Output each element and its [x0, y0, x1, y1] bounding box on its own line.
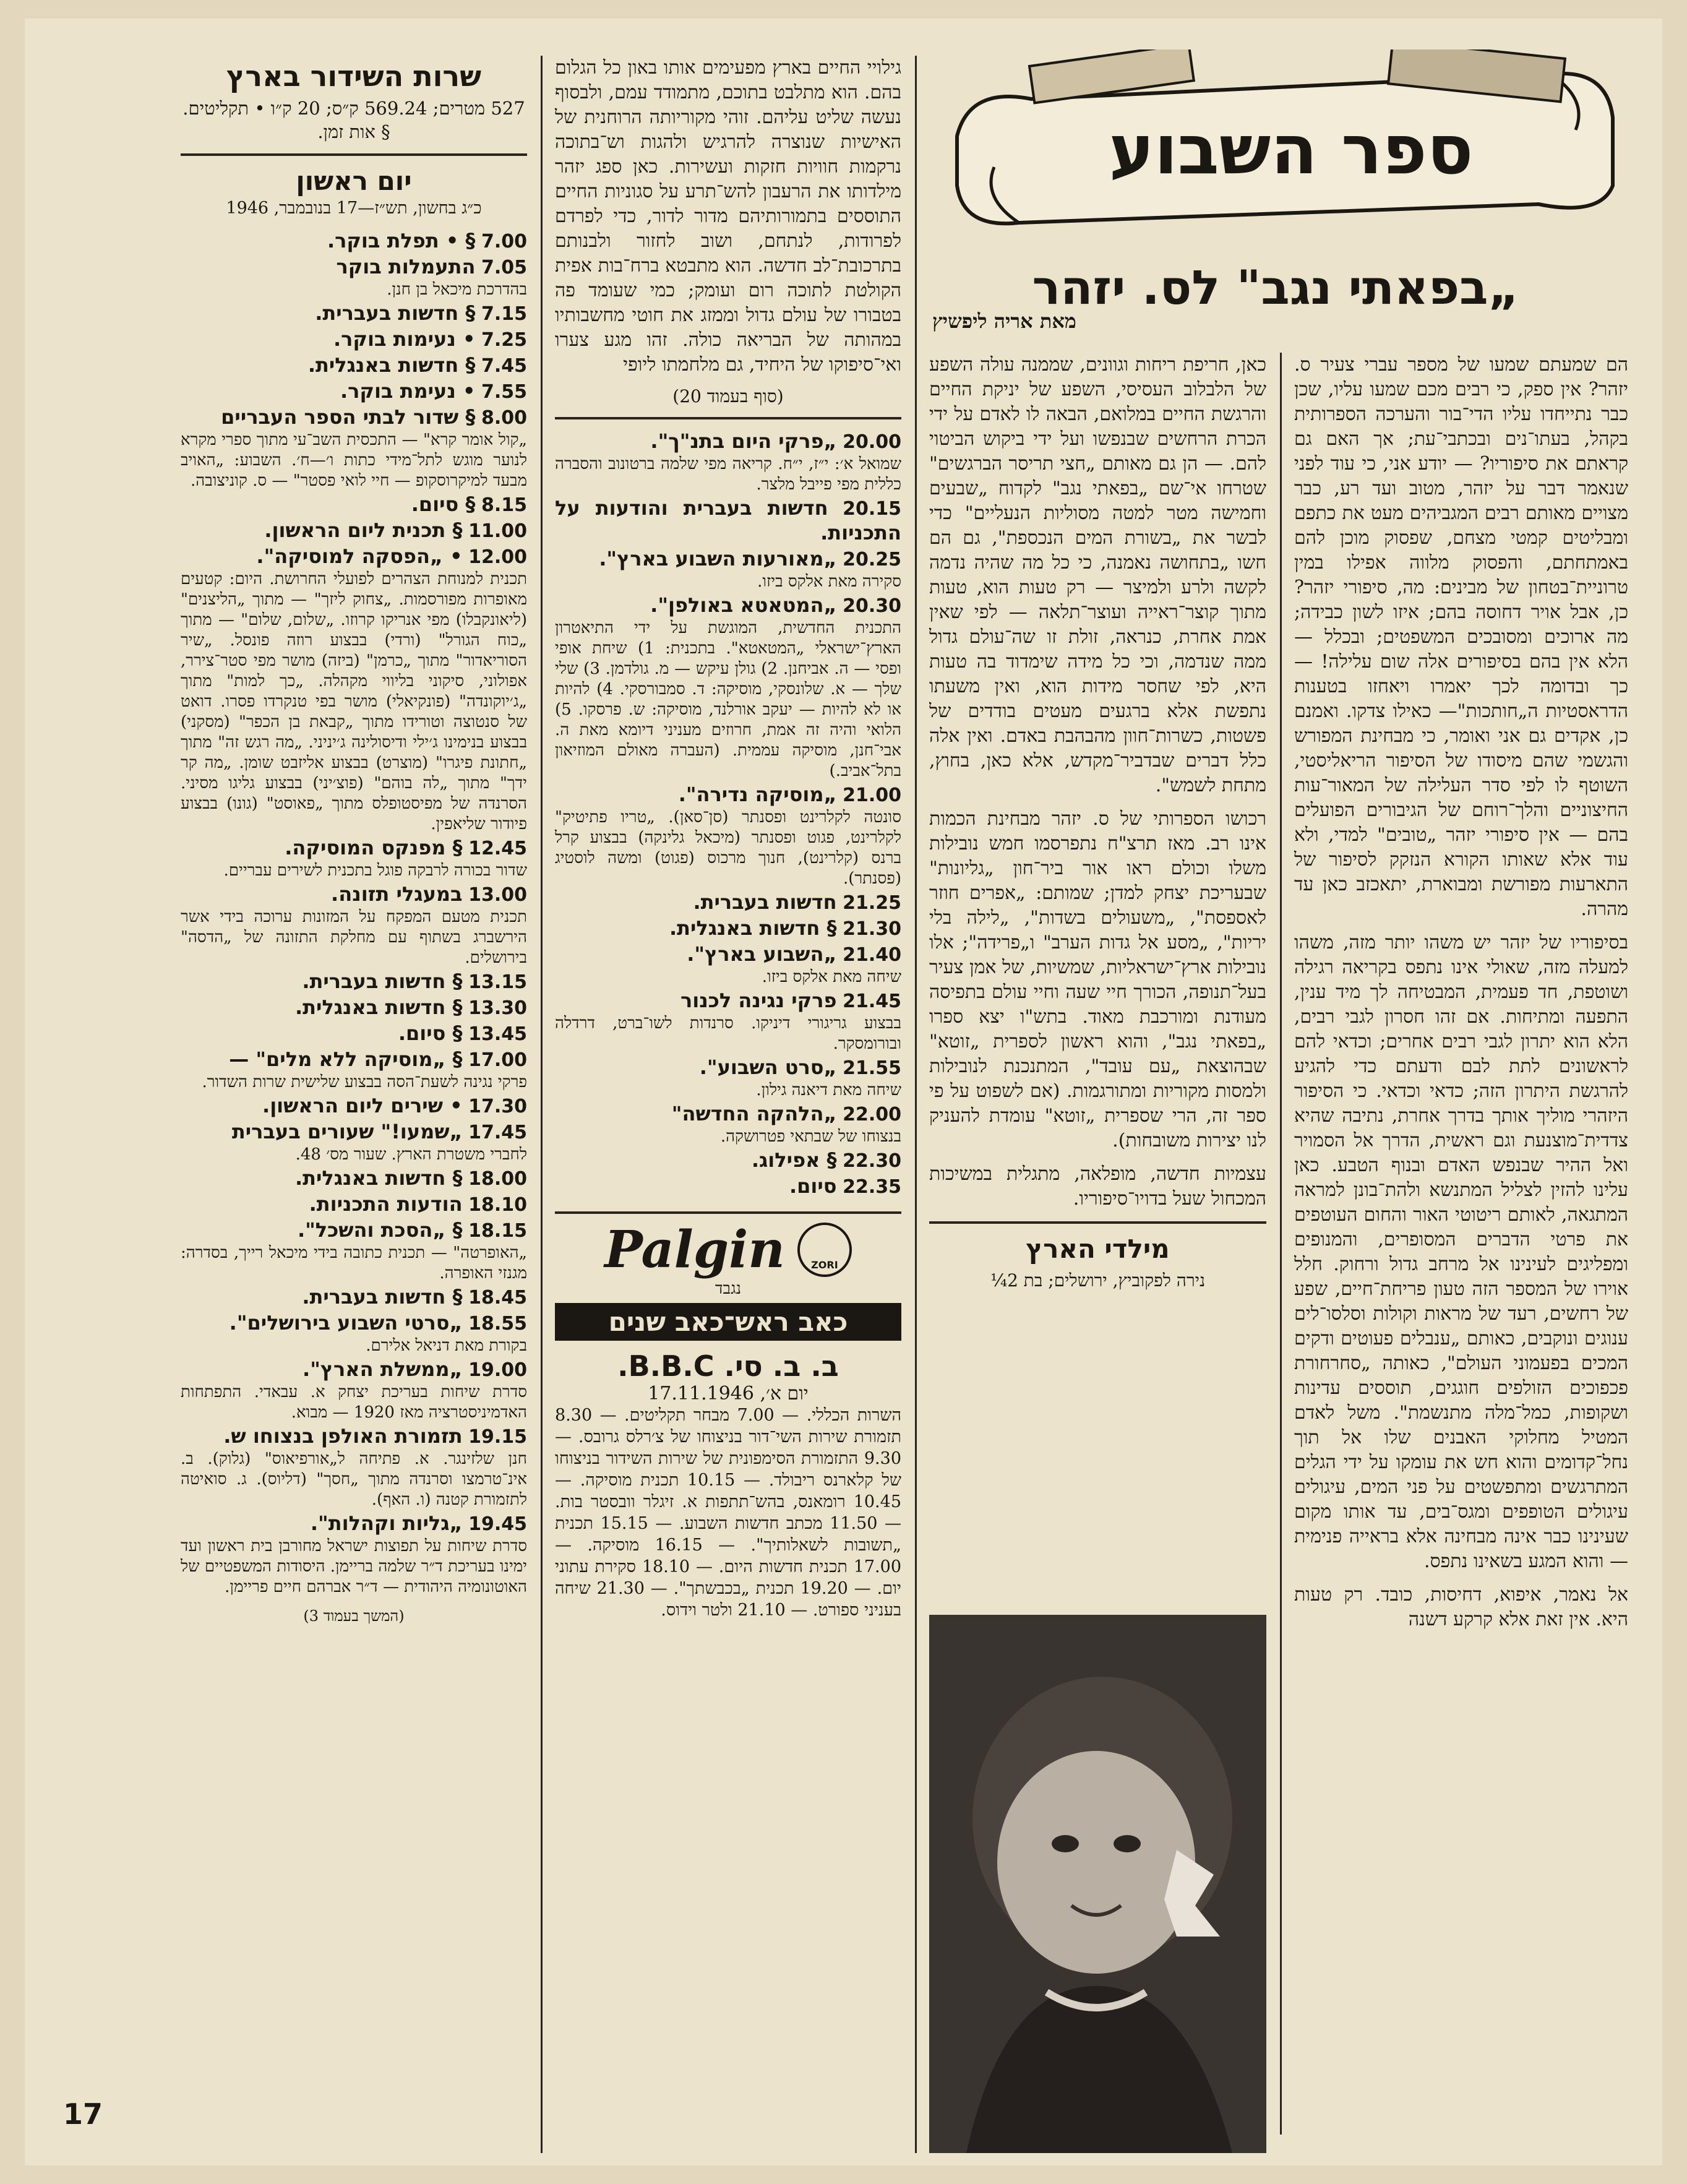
- article-paragraph: כאן, חריפת ריחות וגוונים, שממנה עולה השפע של הלבלוב העסיסי, השפע של יניקת החיים והרגשת החיים במלואם, הבאה לו לאדם על ידי הכרת הרחשים שבנפשו ועל ידי ביקוש הביטוי להם. — הן גם מאותם „חצי תריסר הברגשים" שטרחו אי־שם „בפאתי נגב" לקדוח „שבעים וחמישה מטר למטה מסוליות הנעליים" כדי לבשר את „בשורת המים הנכספת", גם הם חשו „בתחושה נאמנה, כי כל מה שהיה נדמה לקשה ולרע ולמיצר — רק טעות הוא, טעות מתוך קוצר־ראייה ועוצר־תלאה — לפי שאין אמת אחרת, כנראה, זולת זו שה־עולם גדול ממה שנדמה, וכי כל מידה שימדוד בה טעות היא, לפי שחסר מידות הוא, ואין משעתו נתפשת אלא ברגעים מעטים בודדים של פשטות, כשרות־חוון מהבהבת באדם. ואין אלה כלל דברים שבדביר־מקדש, אלא כאן, בחוץ, מתחת לשמש".: [929, 354, 1266, 796]
- entry-description: חנן שלזינגר. א. פתיחה ל„אורפיאוס" (גלוק). ב. אינ־טרמצו וסרנדה מתוך „חסך" (דליוס). ג. סואיטה לתזמורת קטנה (ו. האף).: [181, 1450, 527, 1509]
- entry-title: „המטאטא באולפן".: [650, 593, 837, 617]
- page-number: 17: [63, 2097, 103, 2131]
- entry-time: 19.45: [468, 1513, 527, 1535]
- entry-time: 8.15: [481, 494, 527, 516]
- entry-title: § סיום.: [398, 1021, 463, 1045]
- entry-description: פרקי נגינה לשעת־הסה בבצוע שלישית שרות השדור.: [202, 1073, 527, 1091]
- entry-title: • נעימות בוקר.: [333, 327, 476, 351]
- section-divider: [555, 417, 901, 419]
- schedule-entry: [181, 518, 527, 543]
- kids-section-heading: מילדי הארץ: [1026, 1234, 1170, 1264]
- newspaper-page: [25, 19, 1662, 2165]
- schedule-entry: [181, 882, 527, 968]
- entry-time: 7.45: [481, 355, 527, 377]
- entry-description: בהדרכת מיכאל בן חנן.: [387, 280, 527, 299]
- entry-time: 7.05: [481, 257, 527, 278]
- zori-logo-text: ZORI: [811, 1259, 838, 1271]
- entry-title: § „הסכת והשכל".: [297, 1218, 463, 1242]
- entry-time: 22.30: [843, 1150, 901, 1172]
- schedule-entry: [181, 1511, 527, 1597]
- entry-title: § • תפלת בוקר.: [327, 229, 476, 252]
- child-portrait-image: [929, 1615, 1266, 2153]
- schedule-entry: [181, 1285, 527, 1310]
- bbc-schedule-text: השרות הכללי. — 7.00 מבחר תקליטים. — 8.30 תזמורת שירות השי־דור בניצוחו של צ׳רלס גרובס. — 9.30 התזמורת הסימפונית של שירות השידור בניצוחו של קלארנס ריבולד. — 10.15 תכנית מוסיקה. — 10.45 רומאנס, בהש־תתפות א. זיגלר וובסטר בות. — 11.50 מכתב חדשות השבוע. — 15.15 תכנית „תשובות לשאלותיך". — 16.15 מוסיקה. — 17.00 תכנית חדשות היום. — 18.10 סקירת עתוני יום. — 19.20 תכנית „בכבשתך". — 21.30 שיחה בעניני ספורט. — 21.10 ולטר וידוס.: [555, 1406, 901, 1620]
- entry-time: 17.00: [468, 1049, 527, 1071]
- schedule-entry: [555, 593, 901, 781]
- schedule-entry: [555, 496, 901, 546]
- schedule-entry: [555, 942, 901, 987]
- schedule-entry: [181, 1021, 527, 1046]
- entry-time: 7.00: [481, 231, 527, 252]
- entry-description: בבצוע גריגורי דיניקו. סרנדות לשו־ברט, דרדלה ובורומסקר.: [555, 1014, 901, 1053]
- entry-title: פרקי נגינה לכנור: [680, 989, 837, 1012]
- entry-time: 21.25: [843, 892, 901, 914]
- entry-title: § אפילוג.: [751, 1148, 837, 1172]
- entry-title: „פרקי היום בתנ"ך".: [650, 429, 837, 453]
- schedule-subtitle: 527 מטרים; 569.24 ק״ס; 20 ק״ו • תקליטים. § אות זמן.: [182, 98, 525, 142]
- entry-time: 21.30: [843, 918, 901, 940]
- zori-logo-icon: [797, 1223, 852, 1277]
- entry-title: „סרט השבוע".: [699, 1055, 837, 1079]
- entry-time: 8.00: [481, 407, 527, 429]
- book-of-week-banner: [920, 49, 1638, 235]
- entry-title: § חדשות בעברית.: [302, 969, 463, 993]
- entry-time: 13.30: [468, 997, 527, 1019]
- entry-title: § תכנית ליום הראשון.: [264, 518, 463, 542]
- entry-title: § סיום.: [411, 492, 476, 516]
- entry-title: § שדור לבתי הספר העבריים: [221, 405, 476, 429]
- bbc-heading: ב. ב. סי. B.B.C.: [617, 1349, 839, 1383]
- entry-title: § חדשות באנגלית.: [669, 916, 837, 940]
- schedule-entry: [181, 229, 527, 254]
- schedule-entry: [181, 1166, 527, 1191]
- entry-time: 18.55: [468, 1313, 527, 1335]
- entry-title: § חדשות באנגלית.: [294, 1166, 463, 1190]
- entry-title: § חדשות באנגלית.: [294, 995, 463, 1019]
- schedule-entries: [181, 229, 527, 1597]
- entry-title: הודעות התכניות.: [309, 1192, 463, 1216]
- entry-description: סקירה מאת אלקס ביזו.: [757, 572, 901, 591]
- entry-title: „מוסיקה נדירה".: [678, 783, 837, 806]
- entry-description: סדרת שיחות על תפוצות ישראל מחורבן בית ראשון ועד ימינו בעריכת ד״ר שלמה בריימן. היסודות המשפטיים של האוטונומיה היהודית — ד״ר אברהם חיים פריימן.: [181, 1537, 527, 1596]
- entry-time: 19.00: [468, 1359, 527, 1381]
- entry-time: 18.00: [468, 1168, 527, 1190]
- entry-time: 18.45: [468, 1287, 527, 1309]
- schedule-entry: [181, 379, 527, 404]
- article-paragraph: גילויי החיים בארץ מפעימים אותו באון כל הגלום בהם. הוא מתלבט בתוכם, מתמודד עמם, ולבסוף נעשה שליט עליהם. זוהי מקוריותה הרוחנית של האישיות שנוצרה להרגיש ולהגות וש־בתוכה נרקמות חוויות חזקות ועשירות. כאן ספג יזהר מילדותו את הרעבון להש־תרע על סגוניות החיים התוססים בתמורותיהם מדור לדור, כדי לפרדם לפרודות, לנתחם, ושוב לחזור ולבנותם בתרכובת־לב חדשה. הוא מתבטא ברח־בות אפית הקולטת לתוכה רום ועומק; כמי שעומד פה בטבורו של עולם גדול וממזג את חוטי מחשבותיו במהותה של הבריאה כולה. זהו מגע צערו ואי־סיפוקו של היחיד, גם מלחמתו ליופי: [555, 57, 901, 376]
- schedule-day: יום ראשון: [296, 166, 412, 196]
- entry-title: „מאורעות השבוע בארץ".: [599, 547, 837, 570]
- ad-brand-subtitle: נגבד: [715, 1279, 742, 1298]
- schedule-entry: [555, 1148, 901, 1173]
- article-paragraph: הם שמעתם שמעו של מספר עברי צעיר ס. יזהר? אין ספק, כי רבים מכם שמעו עליו, שכן כבר נתייחדו עליו הדי־בור והערכה הספרותית בקהל, בעתו־נים ובכתבי־עת; אך האם גם קראתם את סיפוריו? — יודע אני, כי עוד לפני שנאמר דבר על יזהר, מטוב ועד רע, כבר מצויים מאותם רבים המגביהים מעט את כתפם ומבליטים קמטי מצחם, שפסוק מוכן להם באמתחתם, והפסוק מלווה אפילו במין טרוניית־בטחון של מבינים: מה, סיפורי יזהר? כן, אבל אויר דחוסה בהם; איזו לשון כבידה; מה ארוכים ומסובכים המשפטים; ובכלל — הלא אין בהם בסיפורים אלה שום עלילה! — כך ובדומה לכך יאמרו ויאחזו בטענות הדראסטיות ה„חותכות"— כאילו צדקו. ואמנם כן, אקדים גם אני ואומר, כי מבחינת המפורש והגשמי שהם מיסודו של הסיפור הריאליסטי, השוטף לו לפי סדר העלילה של המאור־עות החיצוניים והלך־רוחם של הגיבורים הפועלים בהם — אין סיפורי יזהר „טובים" למדי, ולא עוד אלא שאותו הקורא הנזקק לסיפור של התארעות מפורשת ומבוארת, יתאכזב כאן עד מהרה.: [1294, 354, 1628, 920]
- entry-description: שיחה מאת אלקס ביזו.: [762, 968, 901, 986]
- article-paragraph: עצמיות חדשה, מופלאה, מתגלית במשיכות המכחול שעל בדויו־סיפוריו.: [929, 1163, 1266, 1210]
- schedule-entry: [181, 1120, 527, 1165]
- entry-time: 13.15: [468, 971, 527, 993]
- entry-time: 7.55: [481, 381, 527, 403]
- schedule-entry: [181, 969, 527, 994]
- schedule-entry: [181, 1311, 527, 1356]
- entry-time: 13.45: [468, 1023, 527, 1045]
- schedule-entry: [181, 405, 527, 491]
- article-continued-note: (סוף בעמוד 20): [672, 386, 784, 406]
- entry-title: • נעימת בוקר.: [340, 379, 476, 403]
- schedule-entry: [181, 1192, 527, 1217]
- entry-time: 22.00: [843, 1104, 901, 1125]
- entry-description: לחברי משטרת הארץ. שעור מס׳ 48.: [295, 1145, 527, 1164]
- entry-description: תכנית מטעם המפקח על המזונות ערוכה בידי אשר הירשברג בשתוף עם מחלקת התזונה של „הדסה" בירושלים.: [181, 908, 527, 967]
- entry-time: 18.15: [468, 1220, 527, 1242]
- entry-title: § חדשות בעברית.: [315, 301, 476, 325]
- entry-description: „האופרטה" — תכנית כתובה בידי מיכאל רייך, בסדרה: מגנזי האופרה.: [181, 1244, 527, 1283]
- schedule-entry: [181, 353, 527, 378]
- entry-time: 7.15: [481, 303, 527, 325]
- schedule-entry: [181, 1047, 527, 1093]
- entry-time: 20.00: [843, 431, 901, 453]
- evening-program-list: [555, 429, 901, 1199]
- palgin-advertisement: [555, 1211, 901, 1341]
- entry-description: שמואל א׳: י״ז, י״ח. קריאה מפי שלמה ברטונוב והסברה כללית מפי פייבל מלצר.: [555, 455, 901, 494]
- schedule-entry: [555, 1102, 901, 1147]
- section-divider: [929, 1221, 1266, 1224]
- entry-time: 21.55: [843, 1057, 901, 1079]
- schedule-entry: [555, 1055, 901, 1101]
- entry-time: 19.15: [468, 1426, 527, 1448]
- schedule-title: שרות השידור בארץ: [226, 59, 482, 93]
- entry-description: התכנית החדשית, המוגשת על ידי התיאטרון הארץ־ישראלי „המטאטא". בתכנית: 1) שיחת אופי ופסי — ה. אביחנן. 2) גולן עיקש — מ. גולדמן. 3) שלי שלך — א. שלונסקי, מוסיקה: ד. סמבורסקי. 4) להיות או לא להיות — יעקב אורלנד, מוסיקה: ש. פרסקו. 5) הלואי והיה זה אמת, חרוזים מעניני דיומא מאת ה. אבי־חנן, מוסיקה עממית. (העברה מאולם המוזיאון בתל־אביב.): [555, 619, 902, 780]
- entry-title: במעגלי תזונה.: [331, 882, 463, 906]
- article-column-1: [1294, 353, 1628, 1641]
- entry-title: „גליות וקהלות".: [310, 1511, 463, 1535]
- schedule-entry: [181, 1094, 527, 1119]
- kids-photo-caption: נירה לפקוביץ, ירושלים; בת 2¼: [990, 1270, 1206, 1291]
- schedule-entry: [555, 890, 901, 915]
- banner-title: ספר השבוע: [1109, 110, 1474, 189]
- entry-time: 13.00: [468, 884, 527, 906]
- child-photo: [929, 1615, 1266, 2153]
- entry-time: 20.25: [843, 549, 901, 570]
- schedule-entry: [181, 995, 527, 1020]
- entry-description: תכנית למנוחת הצהרים לפועלי החרושת. היום: קטעים מאופרות מפורסמות. „צחוק ליזך" — מתוך „הליצנים" (ליאונקבלו) מפי אנריקו קרוזו. „שלום, שלום" — מתוך „כוח הגורל" (ורדי) בבצוע רוזה פונסל. „שיר הסוריאדור" מתוך „כרמן" (ביזה) מושר מפי סטר־צירר, אפולוני, סיקוני בליווי מקהלה. „כך למות" מתוך „ג׳יוקונדה" (פונקיאלי) מושר בפי טנקרדו פסרו. דואט של סנטוצה וטורידו מתוך „קבאת בן הכפר" (מסקני) בבצוע בנימינו ג׳ילי ודיסולינה ג׳יניני. „מה רגש זה" מתוך „חתונת פיגרו" (מוצרט) בבצוע אליזבט שומן. „מה קר ידך" מתוך „לה בוהם" (פוצ׳יני) בבצוע גליגו מסיני. הסרנדה של מפיסטופלס מתוך „פאוסט" (גונו) בבצוע פיודור שליאפין.: [181, 570, 527, 833]
- schedule-entry: [181, 1424, 527, 1510]
- schedule-entry: [555, 916, 901, 941]
- entry-title: סיום.: [789, 1174, 837, 1198]
- schedule-entry: [555, 783, 901, 889]
- entry-title: חדשות בעברית והודעות על התכניות.: [555, 496, 901, 544]
- program-column: [555, 56, 901, 1630]
- schedule-entry: [181, 492, 527, 517]
- entry-time: 22.35: [843, 1176, 901, 1198]
- ad-brand-name: Palgin: [604, 1220, 785, 1279]
- article-byline: מאת אריה ליפשיץ: [932, 309, 1076, 333]
- entry-time: 17.45: [468, 1122, 527, 1143]
- entry-title: חדשות בעברית.: [693, 890, 837, 914]
- entry-description: סדרת שיחות בעריכת יצחק א. עבאדי. התפתחות האדמיניסטרציה מאז 1920 — מבוא.: [181, 1383, 527, 1422]
- schedule-entry: [555, 1174, 901, 1199]
- article-paragraph: רכושו הספרותי של ס. יזהר מבחינת הכמות אינו רב. מאז תרצ"ח נתפרסמו חמש נובילות משלו וכולם ראו אור ביר־חון „גליונות" שבעריכת יצחק למדן; שמותם: „אפרים חוזר לאספסת", „משעולים בשדות", „לילה בלי יריות", „מסע אל גדות הערב" ו„פרידה"; אלו נובילות ארץ־ישראליות, שמשיות, של אמן צעיר בעל־תנופה, הכורך חיי שעה וחיי עולם בתפיסה מעודנת ומורכבת מאוד. בתש"ו יצא ספרו „בפאתי נגב", והוא ראשון לספרית „זוטא" שבהוצאת „עם עובד", המתנכנת לנובילות ולמסות מקוריות ומתורגמות. (אם לשפוט על פי ספר זה, הרי שספרית „זוטא" עומדת להעניק לנו יצירות משובחות).: [929, 808, 1266, 1151]
- entry-title: „שמעו!" שעורים בעברית: [231, 1120, 463, 1143]
- entry-title: § חדשות באנגלית.: [307, 353, 476, 377]
- entry-time: 18.10: [468, 1194, 527, 1216]
- entry-title: • „הפסקה למוסיקה".: [256, 544, 463, 568]
- entry-description: שיחה מאת דיאנה גילון.: [756, 1081, 901, 1099]
- bbc-date: יום א׳, 17.11.1946: [648, 1383, 809, 1404]
- entry-time: 20.30: [843, 595, 901, 617]
- entry-title: „סרטי השבוע בירושלים".: [229, 1311, 463, 1335]
- entry-title: § „מוסיקה ללא מלים" —: [229, 1047, 463, 1071]
- column-divider: [541, 56, 543, 2153]
- entry-time: 21.40: [843, 944, 901, 966]
- schedule-entry: [181, 544, 527, 835]
- schedule-entry: [181, 836, 527, 881]
- banner-scroll-icon: [920, 49, 1638, 235]
- entry-time: 21.00: [843, 785, 901, 806]
- article-column-2: [929, 353, 1266, 1291]
- entry-title: • שירים ליום הראשון.: [262, 1094, 463, 1117]
- schedule-entry: [555, 547, 901, 592]
- column-divider: [915, 56, 917, 2153]
- section-divider: [181, 153, 527, 156]
- schedule-entry: [181, 1218, 527, 1284]
- schedule-entry: [181, 1357, 527, 1423]
- entry-time: 20.15: [843, 498, 902, 520]
- schedule-entry: [555, 429, 901, 495]
- schedule-continued-note: (המשך בעמוד 3): [303, 1607, 405, 1625]
- entry-time: 17.30: [468, 1096, 527, 1117]
- entry-time: 11.00: [468, 520, 527, 542]
- article-paragraph: בסיפוריו של יזהר יש משהו יותר מזה, משהו למעלה מזה, שאולי אינו נתפס בקריאה רגילה ושוטפת, חד פעמית, המבטיחה לך מיד ענין, התפעה ומתיחות. אם זהו חסרון לגבי רבים, הלא הוא יתרון לגבי רבים אחרים; וכדאי להם לראשונים לתת לבם ודעתם כדי להגיע להרגשת היתרון הזה; כדאי וכדאי. כי הסיפור היזהרי מוליך אותך בדרך אחרת, נתיבה שהיא צדדית־מוצנעת וגם ראשית, הדרך אל הסמויר ואל ההיר שבנפש האדם ובנוף הטבע. כאן עלינו להזין לצליל המתנשא ולהת־בונן למראה המתגאה, לאותם ריטוטי האור והחום העוטפים את פרטי הדברים המסופרים, והמנופים ומפליגים לעינינו אל מרחב גדול ורחוק. חלל אוירו של המספר הזה טעון פריחת־חיים, שפע של רחשים, רעד של מראות וקולות וסלסו־לים ענוגים ונוקבים, כאותם „ענבלים פעוטים ודקים המכים בפעמוני העולם", כאותה „סחרחורת פכפוכים הזולפים חוגגים, תוססים עדינות ושקופות, כמל־מלה מתנשמת". משל לאדם המטיל מחלוקי האבנים שלו אל תוך נחל־קדומים והוא חש את עומקו על ידי הגלים המתרגשים ומתפשטים על פני המים, עיגולים עיגולים הטופפים ומגס־בים, עד אותו מקום שעינינו כבר אינה מבחינה אלא בראייה פנימית — והוא המגע בשאינו נתפס.: [1294, 932, 1628, 1572]
- entry-title: § מפנקס המוסיקה.: [285, 836, 463, 859]
- entry-time: 7.25: [481, 329, 527, 351]
- entry-title: § חדשות בעברית.: [302, 1285, 463, 1309]
- entry-title: התעמלות בוקר: [336, 255, 476, 278]
- schedule-entry: [181, 301, 527, 326]
- ad-slogan: כאב ראש־כאב שנים: [555, 1303, 901, 1341]
- column-divider: [1280, 353, 1282, 2135]
- entry-description: שדור בכורה לרבקה פוגל בתכנית לשירים עבריים.: [223, 861, 527, 880]
- entry-time: 12.00: [468, 546, 527, 568]
- entry-description: סונטה לקלרינט ופסנתר (סן־סאן). „טריו פתיטיק" לקלרינט, פגוט ופסנתר (מיכאל גלינקה) בבצוע קרל ברנס (קלרינט), חנוך מרכוס (פגוט) ומשה לוסטיג (פסנתר).: [555, 808, 901, 888]
- entry-time: 12.45: [468, 838, 527, 859]
- entry-title: תזמורת האולפן בנצוחו ש.: [223, 1424, 463, 1448]
- entry-description: בקורת מאת דניאל אלירם.: [366, 1336, 527, 1355]
- article-paragraph: אל נאמר, איפוא, דחיסות, כובד. רק טעות היא. אין זאת אלא קרקע דשנה: [1294, 1584, 1628, 1630]
- schedule-entry: [181, 255, 527, 300]
- schedule-entry: [555, 989, 901, 1054]
- article-title: „בפאתי נגב" לס. יזהר: [1032, 260, 1519, 315]
- entry-description: בנצוחו של שבתאי פטרושקה.: [720, 1127, 901, 1146]
- entry-time: 21.45: [843, 991, 901, 1012]
- entry-title: „הלהקה החדשה": [671, 1102, 837, 1125]
- entry-description: „קול אומר קרא" — התכסית השב־עי מתוך ספרי מקרא לנוער מוגש לתל־מידי כתות ו׳—ח׳. השבוע: „האויב מבעד למיקרוסקופ — חיי לואי פסטר" — ס. קוניצובה.: [181, 431, 527, 490]
- entry-title: „השבוע בארץ".: [687, 942, 837, 966]
- radio-schedule-column: [181, 56, 527, 1625]
- schedule-date: כ״ג בחשון, תש״ז—17 בנובמבר, 1946: [226, 199, 482, 218]
- schedule-entry: [181, 327, 527, 352]
- entry-title: „ממשלת הארץ".: [303, 1357, 463, 1381]
